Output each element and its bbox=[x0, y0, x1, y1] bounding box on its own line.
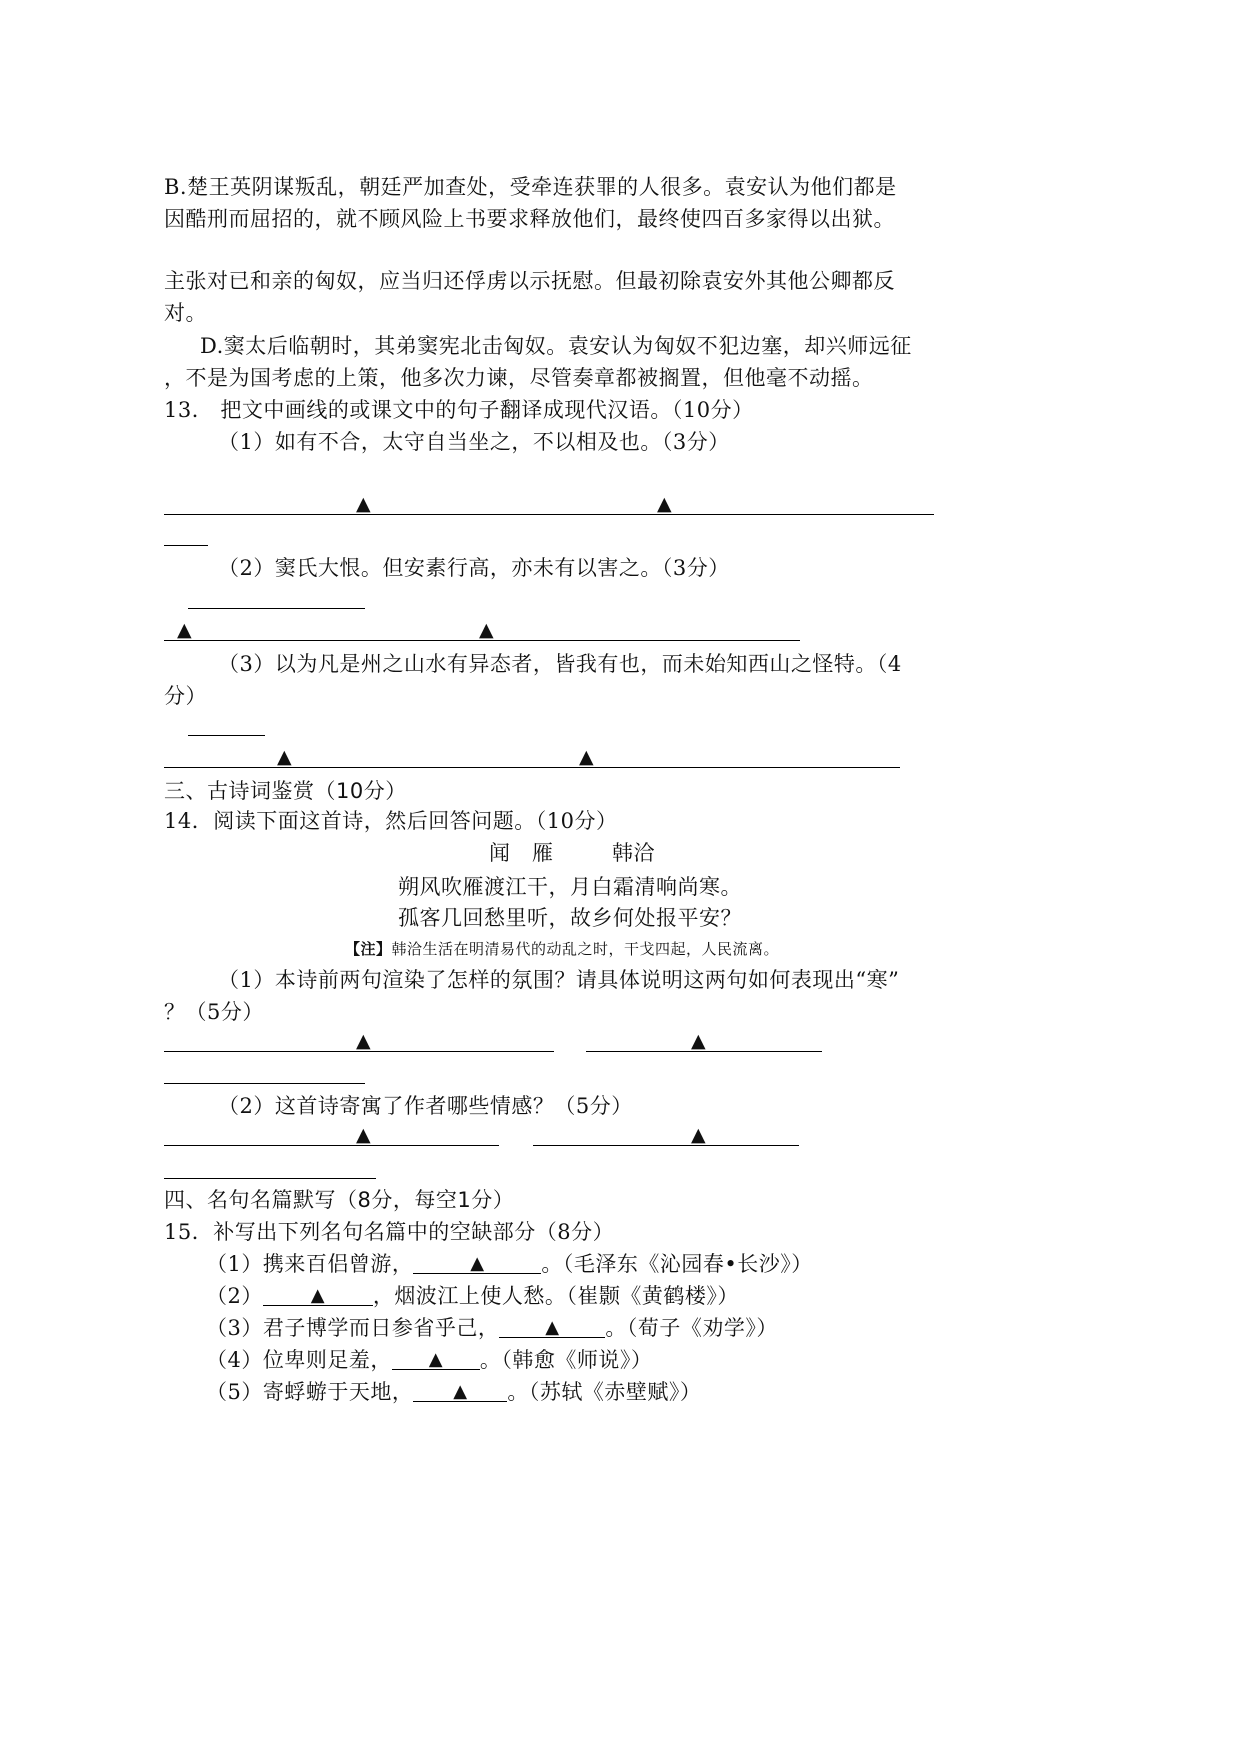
q14-1-line2: ？（5分） bbox=[164, 1000, 264, 1024]
poem-note-text: 韩洽生活在明清易代的动乱之时，干戈四起，人民流离。 bbox=[391, 940, 780, 958]
q15-item-3-marker: ▲ bbox=[545, 1317, 560, 1338]
q15-item-5-after: 。（苏轼《赤壁赋》） bbox=[507, 1380, 702, 1404]
section-3-heading: 三、古诗词鉴赏（10分） bbox=[164, 779, 407, 803]
q15-item-3-before: （3）君子博学而日参省乎己， bbox=[206, 1316, 500, 1340]
q15-item-5-before: （5）寄蜉蝣于天地， bbox=[206, 1380, 414, 1404]
q15-item-4-blank[interactable] bbox=[392, 1343, 480, 1370]
q13-1-answer-line[interactable] bbox=[164, 514, 934, 515]
section-4-heading: 四、名句名篇默写（8分，每空1分） bbox=[164, 1188, 515, 1212]
q15-item-2-after: ，烟波江上使人愁。（崔颢《黄鹤楼》） bbox=[372, 1284, 739, 1308]
option-b-line2: 因酷刑而屈招的，就不顾风险上书要求释放他们，最终使四百多家得以出狱。 bbox=[164, 207, 895, 231]
option-c-line2: 对。 bbox=[164, 301, 207, 325]
q15-item-1-after: 。（毛泽东《沁园春•长沙》） bbox=[541, 1252, 813, 1276]
q14-2-answer-line-a[interactable] bbox=[164, 1145, 499, 1146]
poem-line-2: 孤客几回愁里听，故乡何处报平安？ bbox=[398, 906, 742, 930]
option-b-line1: B.楚王英阴谋叛乱，朝廷严加查处，受牵连获罪的人很多。袁安认为他们都是 bbox=[164, 175, 897, 199]
q15-item-1-marker: ▲ bbox=[470, 1253, 485, 1274]
q15-item-4-marker: ▲ bbox=[428, 1349, 444, 1370]
q15-item-4 bbox=[206, 1345, 652, 1375]
q15-item-5-blank[interactable] bbox=[413, 1375, 507, 1402]
q13-1-blank-marker-2: ▲ bbox=[657, 493, 672, 515]
q14-2: （2）这首诗寄寓了作者哪些情感？（5分） bbox=[218, 1094, 633, 1118]
q13-sentence-3-line1: （3）以为凡是州之山水有异态者，皆我有也，而未始知西山之怪特。（4 bbox=[218, 652, 902, 676]
q15-item-4-after: 。（韩愈《师说》） bbox=[479, 1348, 653, 1372]
q13-3-answer-line-b[interactable] bbox=[164, 767, 900, 768]
poem-line-1: 朔风吹雁渡江干，月白霜清响尚寒。 bbox=[398, 875, 742, 899]
q13-2-blank-marker-1: ▲ bbox=[177, 619, 192, 641]
q13-1-answer-line-cont[interactable] bbox=[164, 545, 208, 546]
q13-stem: 13． 把文中画线的或课文中的句子翻译成现代汉语。（10分） bbox=[164, 398, 754, 422]
q14-2-blank-marker-1: ▲ bbox=[356, 1124, 371, 1146]
q13-sentence-1: （1）如有不合，太守自当坐之，不以相及也。（3分） bbox=[218, 430, 730, 454]
poem-note-label: 【注】 bbox=[345, 940, 392, 958]
q15-item-3 bbox=[206, 1313, 778, 1343]
poem-title: 闻 雁 bbox=[489, 841, 554, 865]
q15-item-3-after: 。（荀子《劝学》） bbox=[605, 1316, 778, 1340]
q15-item-2-before: （2） bbox=[206, 1284, 263, 1308]
q13-1-blank-marker-1: ▲ bbox=[356, 493, 371, 515]
q13-3-answer-line-a[interactable] bbox=[188, 735, 265, 736]
q15-item-4-before: （4）位卑则足羞， bbox=[206, 1348, 392, 1372]
q15-item-5 bbox=[206, 1377, 701, 1407]
q15-item-2-blank[interactable] bbox=[263, 1279, 373, 1306]
q15-item-2-marker: ▲ bbox=[310, 1285, 326, 1306]
q14-2-answer-line-b[interactable] bbox=[533, 1145, 799, 1146]
q14-1-blank-marker-2: ▲ bbox=[691, 1030, 706, 1052]
poem-note bbox=[345, 938, 779, 960]
q15-item-1-blank[interactable] bbox=[413, 1247, 541, 1274]
q15-stem: 15．补写出下列名句名篇中的空缺部分（8分） bbox=[164, 1220, 615, 1244]
q13-2-blank-marker-2: ▲ bbox=[479, 619, 494, 641]
q13-3-blank-marker-2: ▲ bbox=[579, 746, 594, 768]
q15-item-1-before: （1）携来百侣曾游， bbox=[206, 1252, 414, 1276]
q14-stem: 14．阅读下面这首诗，然后回答问题。（10分） bbox=[164, 809, 618, 833]
poem-author: 韩洽 bbox=[612, 841, 655, 865]
q13-2-answer-line-a[interactable] bbox=[188, 608, 365, 609]
q13-sentence-3-line2: 分） bbox=[164, 684, 207, 708]
option-d-line1: D.窦太后临朝时，其弟窦宪北击匈奴。袁安认为匈奴不犯边塞，却兴师远征 bbox=[200, 334, 912, 358]
q13-3-blank-marker-1: ▲ bbox=[277, 746, 292, 768]
q14-2-blank-marker-2: ▲ bbox=[691, 1124, 706, 1146]
q13-sentence-2: （2）窦氏大恨。但安素行高，亦未有以害之。（3分） bbox=[218, 556, 730, 580]
q14-1-answer-line-c[interactable] bbox=[164, 1083, 365, 1084]
option-d-line2: ，不是为国考虑的上策，他多次力谏，尽管奏章都被搁置，但他毫不动摇。 bbox=[164, 366, 874, 390]
q14-1-line1: （1）本诗前两句渲染了怎样的氛围？请具体说明这两句如何表现出“寒” bbox=[218, 968, 900, 992]
q14-1-blank-marker-1: ▲ bbox=[356, 1030, 371, 1052]
q15-item-5-marker: ▲ bbox=[453, 1381, 468, 1402]
q15-item-1 bbox=[206, 1249, 813, 1279]
q15-item-3-blank[interactable] bbox=[499, 1311, 605, 1338]
q15-item-2 bbox=[206, 1281, 739, 1311]
option-c-line1: 主张对已和亲的匈奴，应当归还俘虏以示抚慰。但最初除袁安外其他公卿都反 bbox=[164, 269, 895, 293]
q14-2-answer-line-c[interactable] bbox=[164, 1178, 376, 1179]
